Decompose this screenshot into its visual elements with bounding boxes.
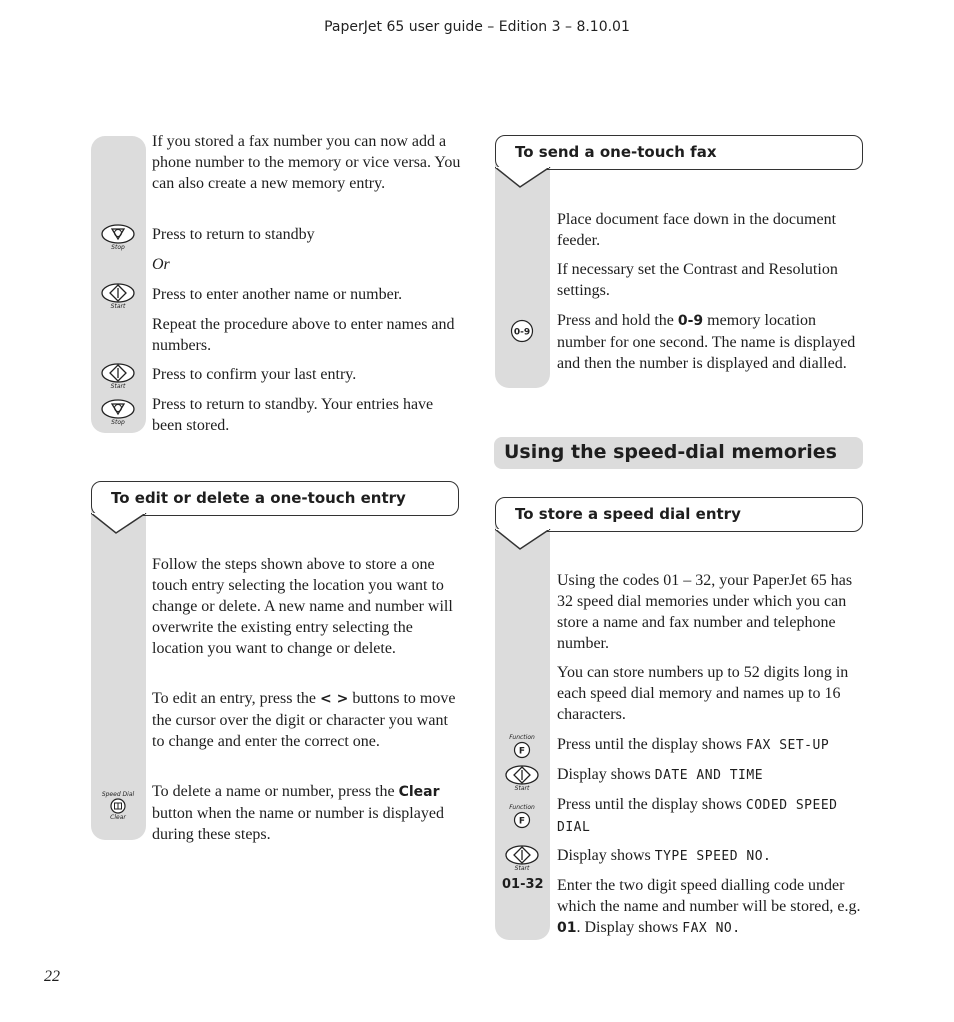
box-notch [91,513,151,535]
store-text-4 [557,764,867,786]
send-text-3-pre: Press and hold the [557,312,678,329]
edit-text-2 [152,688,457,752]
send-text-1: Place document face down in the document feeder. [557,211,837,249]
store-text-5 [557,794,867,838]
speed-dial-clear-button [98,791,138,821]
memory-key: 0-9 [677,313,704,329]
send-text-3-post: memory location number for one second. The name is displayed and then the number is displayed and dialled. [557,312,856,372]
store-title: To store a speed dial entry [515,505,741,523]
start-label: Start [110,303,126,310]
function-button-1 [502,734,542,759]
store-heading-box [495,497,863,532]
left-intro-text: If you stored a fax number you can now add a phone number to the memory or vice versa. You can also create a new memory entry. [152,133,461,192]
send-text-3 [557,310,867,374]
stop-icon [101,224,135,244]
edit-text-2-post: buttons to move the cursor over the digit or character you want to change and enter the correct one. [152,690,456,750]
box-notch [495,529,555,551]
store-text-5-pre: Press until the display shows [557,796,746,813]
store-text-7-mid: . Display shows [576,919,683,936]
function-button-2 [502,804,542,829]
section-heading-bar [494,437,863,469]
store-text-7-pre: Enter the two digit speed dialling code under which the name and number will be stored, e.g. [557,877,861,915]
send-text-2: If necessary set the Contrast and Resolution settings. [557,261,838,299]
start-icon [101,363,135,383]
svg-text:F: F [518,816,526,827]
edit-text-1: Follow the steps shown above to store a one touch entry selecting the location you want to change or delete. A new name and number will overwrite the existing entry selecting the location you want to change or delete. [152,556,453,657]
store-text-6 [557,845,867,867]
edit-text-3-pre: To delete a name or number, press the [152,783,399,800]
function-icon [513,741,531,759]
page-number: 22 [44,968,60,985]
right-strip-send [495,155,550,388]
store-text-3 [557,734,867,756]
start-icon [505,845,539,865]
display-coded-speed-dial: CODED SPEED DIAL [557,798,838,835]
left-repeat: Repeat the procedure above to enter names and numbers. [152,316,455,354]
speed-dial-label: Speed Dial [101,791,135,798]
display-type-speed-no: TYPE SPEED NO. [654,849,772,864]
left-strip-edit [91,500,146,840]
start-icon [505,765,539,785]
section-title: Using the speed-dial memories [504,441,837,463]
edit-delete-title: To edit or delete a one-touch entry [111,489,406,507]
send-heading-box [495,135,863,170]
stop-label: Stop [111,244,125,251]
start-button-2 [98,363,138,390]
function-icon [513,811,531,829]
speed-code-label: 01-32 [502,877,544,892]
stop-icon [101,399,135,419]
edit-text-2-pre: To edit an entry, press the [152,690,321,707]
start-button-4 [502,845,542,872]
clear-key: Clear [398,784,440,800]
stop-button-2 [98,399,138,426]
display-fax-setup: FAX SET-UP [745,738,830,753]
store-text-2: You can store numbers up to 52 digits long in each speed dial memory and names up to 16 characters. [557,664,849,723]
svg-text:F: F [518,746,526,757]
start-label: Start [110,383,126,390]
function-label: Function [509,734,535,741]
function-label: Function [509,804,535,811]
left-or: Or [152,256,170,273]
display-date-time: DATE AND TIME [654,768,764,783]
speed-dial-icon [109,798,127,814]
start-icon [101,283,135,303]
zero-nine-button [502,319,542,343]
store-text-6-pre: Display shows [557,847,655,864]
store-text-7 [557,875,867,939]
start-label: Start [514,785,530,792]
start-button-1 [98,283,138,310]
box-notch [495,167,555,189]
left-stored: Press to return to standby. Your entries have been stored. [152,396,434,434]
stop-button-1 [98,224,138,251]
edit-delete-heading-box [91,481,459,516]
left-confirm: Press to confirm your last entry. [152,366,357,383]
stop-label: Stop [111,419,125,426]
left-press-standby: Press to return to standby [152,226,315,243]
store-text-1: Using the codes 01 – 32, your PaperJet 65 has 32 speed dial memories under which you can store a name and fax number and telephone number. [557,572,853,652]
start-label: Start [514,865,530,872]
start-button-3 [502,765,542,792]
edit-text-3-post: button when the name or number is displayed during these steps. [152,805,444,843]
example-code: 01 [557,920,577,936]
store-text-3-pre: Press until the display shows [557,736,746,753]
clear-label: Clear [110,814,126,821]
memory-key-icon [510,319,534,343]
left-press-another: Press to enter another name or number. [152,286,403,303]
page-header: PaperJet 65 user guide – Edition 3 – 8.10.01 [324,19,630,35]
cursor-keys: < > [320,691,349,707]
send-title: To send a one-touch fax [515,143,717,161]
zero-nine-label: 0-9 [513,327,531,338]
store-text-4-pre: Display shows [557,766,655,783]
display-fax-no: FAX NO. [682,921,741,936]
edit-text-3 [152,781,457,845]
